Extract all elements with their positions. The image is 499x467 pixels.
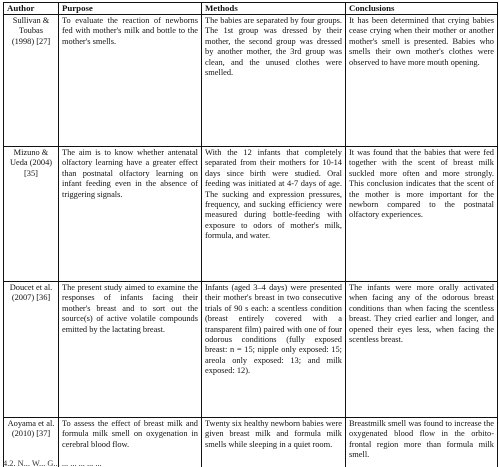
table-header-row — [4, 3, 498, 15]
cell-methods: Twenty six healthy newborn babies were given breast milk and formula milk smells while sleeping in a quiet room. — [202, 417, 346, 467]
cell-methods: With the 12 infants that completely separated from their mothers for 10-14 days since birth were studied. Oral feeding was initiated at 4-7 days of age. The sucking and expression pressures, frequency, and sucking efficiency were measured during bottle-feeding with exposure to odors of mother's milk, formula, and water. — [202, 146, 346, 281]
header-author: Author — [4, 3, 59, 15]
table-row — [4, 14, 498, 146]
cell-author: Aoyama et al. (2010) [37] — [4, 417, 59, 467]
cell-author: Doucet et al. (2007) [36] — [4, 281, 59, 417]
cell-conclusions: Breastmilk smell was found to increase the oxygenated blood flow in the orbito-frontal region more than formula milk smell. — [346, 417, 498, 467]
cut-off-footer-text: 4.2. N... W... G... ... ... ... ... ... — [3, 459, 102, 467]
cell-author: Mizuno & Ueda (2004) [35] — [4, 146, 59, 281]
cell-conclusions: It was found that the babies that were fed together with the scent of breast milk suckled more often and more strongly. This conclusion indicates that the scent of the mother is more important for the newborn compared to the postnatal olfactory experiences. — [346, 146, 498, 281]
header-methods: Methods — [202, 3, 346, 15]
cell-conclusions: It has been determined that crying babies cease crying when their mother or another mother's smell is presented. Babies who smells their own mother's clothes were observed to have more mouth opening. — [346, 14, 498, 146]
cell-methods: Infants (aged 3–4 days) were presented their mother's breast in two consecutive trials of 90 s each: a scentless condition (breast entirely covered with a transparent film) paired with one of four odorous conditions (fully exposed breast: n = 15; nipple only exposed: 15; areola only exposed: 13; and milk exposed: 12). — [202, 281, 346, 417]
header-conclusions: Conclusions — [346, 3, 498, 15]
literature-review-table — [3, 2, 498, 467]
table-row — [4, 146, 498, 281]
table-row — [4, 281, 498, 417]
cell-conclusions: The infants were more orally activated when facing any of the odorous breast conditions than when facing the scentless breast. They cried earlier and longer, and opened their eyes less, when facing the scentless breast. — [346, 281, 498, 417]
cell-purpose: To evaluate the reaction of newborns fed with mother's milk and bottle to the mother's smells. — [59, 14, 202, 146]
cell-purpose: To assess the effect of breast milk and formula milk smell on oxygenation in cerebral blood flow. — [59, 417, 202, 467]
cell-purpose: The present study aimed to examine the responses of infants facing their mother's breast and to sort out the source(s) of active volatile compounds emitted by the lactating breast. — [59, 281, 202, 417]
header-purpose: Purpose — [59, 3, 202, 15]
cell-methods: The babies are separated by four groups. The 1st group was dressed by their mother, the second group was dressed by another mother, the 3rd group was clean, and the unused clothes were smelled. — [202, 14, 346, 146]
cell-purpose: The aim is to know whether antenatal olfactory learning have a greater effect than postnatal olfactory learning on infant feeding even in the absence of triggering signals. — [59, 146, 202, 281]
cell-author: Sullivan & Toubas (1998) [27] — [4, 14, 59, 146]
